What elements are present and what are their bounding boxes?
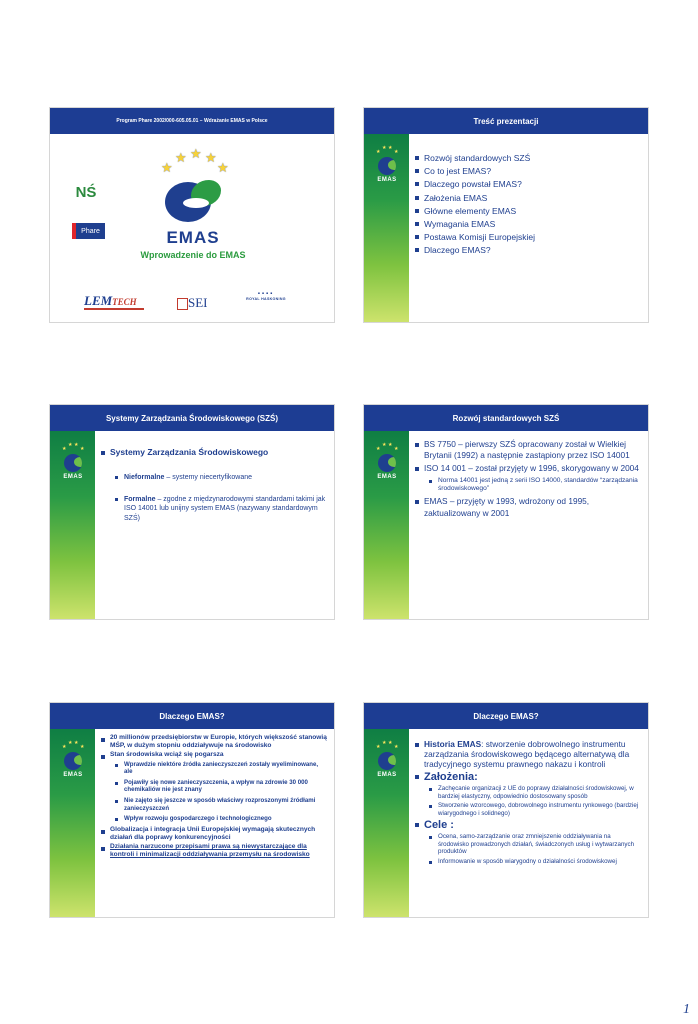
ministry-logo: NŚ: [75, 184, 97, 201]
list-item: Główne elementy EMAS: [415, 205, 642, 218]
slide-why-emas-2: [363, 702, 649, 918]
emas-mini-logo: ★ ★ ★ ★ EMAS: [62, 442, 85, 480]
list-item: 20 millionów przedsiębiorstw w Europie, których większość stanowią MŚP, w dużym stopniu oddziaływuje na środowisko: [101, 734, 328, 750]
slide-why-emas-1: [49, 702, 335, 918]
emas-sidebar: [50, 729, 95, 917]
list-item: Działania narzucone przepisami prawa są niewystarczające dla kontroli i minimalizacji oddziaływania przemysłu na środowisko: [101, 843, 328, 859]
list-item: Informowanie w sposób wiarygodny o działalności środowiskowej: [429, 858, 642, 866]
emas-logo: [153, 146, 233, 248]
list-item: Zachęcanie organizacji z UE do poprawy działalności środowiskowej, w bardziej elastyczny, odpowiednio dostosowany sposób: [429, 785, 642, 800]
slide-standards: [363, 404, 649, 620]
slide-header: Dlaczego EMAS?: [364, 703, 648, 729]
list-item: Nie zajęto się jeszcze w sposób właściwy rozproszonymi źródłami zanieczyszczeń: [115, 797, 328, 812]
slide-header: Program Phare 2002/000-605.05.01 – Wdrażanie EMAS w Polsce: [50, 108, 334, 134]
list-item: Założenia:: [415, 771, 642, 783]
lemtech-logo: LEMTECH: [84, 293, 137, 309]
sei-logo: SEI: [177, 295, 208, 311]
emas-sidebar: [364, 729, 409, 917]
list-item: Systemy Zarządzania Środowiskowego: [101, 447, 328, 457]
list-item: Stan środowiska wciąż się pogarsza: [101, 751, 328, 759]
list-item: Stworzenie wzorcowego, dobrowolnego instrumentu rynkowego (bardziej wiarygodnego i solidnego): [429, 802, 642, 817]
list-item: Globalizacja i integracja Unii Europejskiej wymagają skutecznych działań dla poprawy konkurencyjności: [101, 826, 328, 842]
slide-content: [101, 734, 328, 913]
emas-mini-logo: ★ ★ ★ ★ EMAS: [376, 740, 399, 778]
phare-logo: Phare: [72, 223, 105, 239]
slide-szs: [49, 404, 335, 620]
list-item: Rozwój standardowych SZŚ: [415, 152, 642, 165]
emas-mini-logo: ★ ★ ★ ★ EMAS: [62, 740, 85, 778]
slide-content: [415, 152, 642, 318]
slide-content: [101, 447, 328, 615]
eu-stars-icon: ★ ★ ★ ★ ★: [161, 146, 229, 175]
list-item: Nieformalne – systemy niecertyfikowane: [115, 473, 328, 483]
emas-sidebar: [364, 431, 409, 619]
list-item: EMAS – przyjęty w 1993, wdrożony od 1995, zaktualizowany w 2001: [415, 496, 642, 518]
emas-sidebar: [50, 431, 95, 619]
list-item: Pojawiły się nowe zanieczyszczenia, a wpływ na zdrowie 30 000 chemikaliów nie jest znany: [115, 779, 328, 794]
list-item: Wpływ rozwoju gospodarczego i technologicznego: [115, 815, 328, 823]
slide-toc: [363, 107, 649, 323]
emas-mini-logo: ★ ★ ★ ★ EMAS: [376, 442, 399, 480]
emas-wordmark: EMAS: [166, 228, 220, 247]
emas-mini-logo: ★ ★ ★ ★ EMAS: [376, 145, 399, 183]
list-item: Co to jest EMAS?: [415, 165, 642, 178]
slide-header: Rozwój standardowych SZŚ: [364, 405, 648, 431]
slide-subtitle: Wprowadzenie do EMAS: [140, 250, 246, 260]
list-item: Wprawdzie niektóre źródła zanieczyszczeń zostały wyeliminowane, ale: [115, 761, 328, 776]
list-item: Norma 14001 jest jedną z serii ISO 14000, standardów “zarządzania środowiskowego”: [429, 477, 642, 494]
slide-content: [415, 739, 642, 913]
list-item: Wymagania EMAS: [415, 218, 642, 231]
slide-header: Dlaczego EMAS?: [50, 703, 334, 729]
list-item: Cele :: [415, 819, 642, 831]
list-item: ISO 14 001 – został przyjęty w 1996, skorygowany w 2004: [415, 463, 642, 474]
list-item: Dlaczego powstał EMAS?: [415, 178, 642, 191]
emas-sidebar: [364, 134, 409, 322]
list-item: Historia EMAS: stworzenie dobrowolnego instrumentu zarządzania środowiskowego będącego alternatywą dla tradycyjnego systemu prawnego nakazu i kontroli: [415, 739, 642, 769]
slide-header: Treść prezentacji: [364, 108, 648, 134]
list-item: Formalne – zgodne z międzynarodowymi standardami takimi jak ISO 14001 lub unijny system EMAS (nazywany standardowym SZŚ): [115, 495, 328, 524]
slide-title: [49, 107, 335, 323]
globe-icon: [161, 178, 225, 226]
logo-area: [50, 134, 335, 323]
list-item: Dlaczego EMAS?: [415, 244, 642, 257]
partner-logos: [50, 291, 335, 317]
slide-content: [415, 439, 642, 615]
list-item: Założenia EMAS: [415, 192, 642, 205]
list-item: Ocena, samo-zarządzanie oraz zmniejszenie oddziaływania na środowisko prowadzonych działań, świadczonych usług i wytwarzanych produktów: [429, 833, 642, 856]
slide-header: Systemy Zarządzania Środowiskowego (SZŚ): [50, 405, 334, 431]
list-item: Postawa Komisji Europejskiej: [415, 231, 642, 244]
royal-haskoning-logo: ▪▪▪▪ ROYAL HASKONING: [246, 291, 286, 301]
list-item: BS 7750 – pierwszy SZŚ opracowany został w Wielkiej Brytanii (1992) a następnie zastąpiony przez ISO 14001: [415, 439, 642, 461]
page-number: 1: [683, 1002, 690, 1017]
